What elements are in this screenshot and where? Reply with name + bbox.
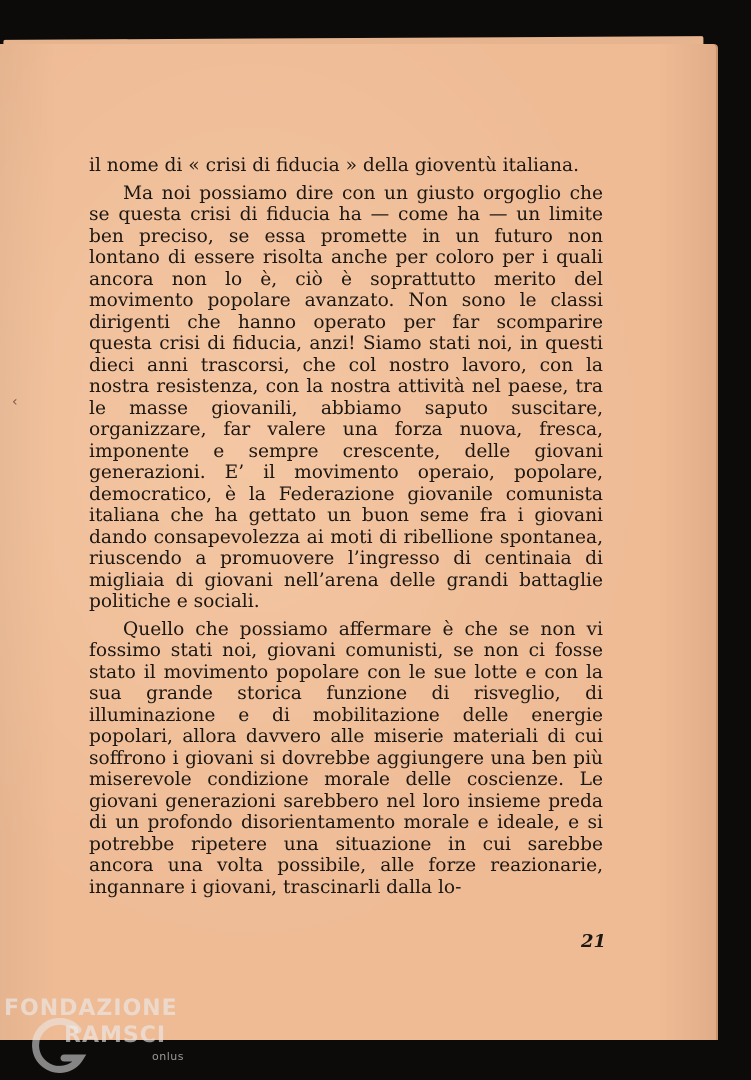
margin-mark: ‹	[12, 394, 18, 410]
watermark-line1: FONDAZIONE	[4, 996, 178, 1021]
page-number: 21	[580, 931, 606, 952]
paragraph-3: Quello che possiamo affermare è che se non vi fossimo stati noi, giovani comunisti, se non ci fosse stato il movimento popolare con le sue lotte e con la sua grande storica funzione di risveglio, di illuminazione e di mobilitazione delle energie popolari, allora davvero alle miserie materiali di cui soffrono i giovani si dovrebbe aggiungere una ben più miserevole condizione morale delle coscienze. Le giovani generazioni sarebbero nel loro insieme preda di un profondo disorientamento morale e ideale, e si potrebbe ripetere una situazione in cui sarebbe ancora una volta possibile, alle forze reazionarie, ingannare i giovani, trascinarli dalla lo-	[89, 618, 603, 898]
watermark-line2: RAMSCI	[64, 1023, 167, 1048]
page-text	[89, 155, 603, 898]
paragraph-1: il nome di « crisi di fiducia » della gioventù italiana.	[89, 155, 580, 176]
watermark	[4, 996, 204, 1076]
paragraph-2: Ma noi possiamo dire con un giusto orgoglio che se questa crisi di fiducia ha — come ha — un limite ben preciso, se essa promette in un futuro non lontano di essere risolta anche per coloro per i quali ancora non lo è, ciò è soprattutto merito del movimento popolare avanzato. Non sono le classi dirigenti che hanno operato per far scomparire questa crisi di fiducia, anzi! Siamo stati noi, in questi dieci anni trascorsi, che col nostro lavoro, con la nostra resistenza, con la nostra attività nel paese, tra le masse giovanili, abbiamo saputo suscitare, organizzare, far valere una forza nuova, fresca, imponente e sempre crescente, delle giovani generazioni. E’ il movimento operaio, popolare, democratico, è la Federazione giovanile comunista italiana che ha gettato un buon seme fra i giovani dando consapevolezza ai moti di ribellione spontanea, riuscendo a promuovere l’ingresso di centinaia di migliaia di giovani nell’arena delle grandi battaglie politiche e sociali.	[89, 182, 603, 612]
watermark-line3: onlus	[152, 1050, 184, 1063]
